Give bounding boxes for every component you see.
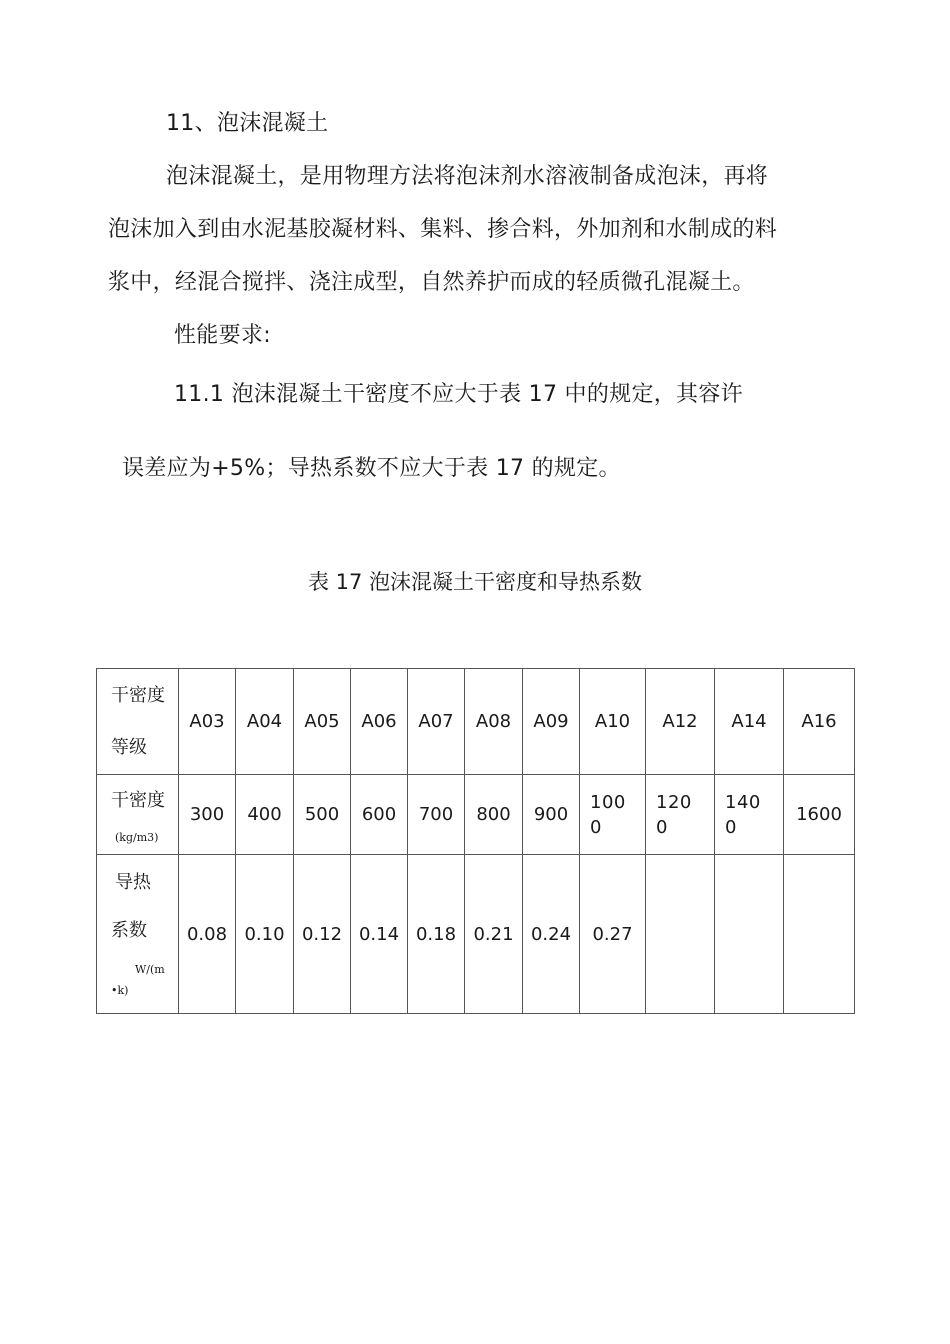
paragraph-line-2: 泡沫加入到由水泥基胶凝材料、集料、掺合料，外加剂和水制成的料 [108, 217, 778, 242]
thermal-cell [646, 855, 715, 1014]
requirement-line-2: 误差应为+5%；导热系数不应大于表 17 的规定。 [122, 456, 621, 481]
density-value-wrapped: 1400 [725, 791, 761, 838]
thermal-cell: 0.27 [580, 855, 646, 1014]
section-heading: 11、泡沫混凝土 [166, 111, 329, 136]
density-cell: 600 [351, 775, 408, 855]
grade-header-line2: 等级 [111, 736, 147, 758]
grade-header-cell [97, 669, 179, 775]
paragraph-line-1: 泡沫混凝土，是用物理方法将泡沫剂水溶液制备成泡沫，再将 [166, 164, 769, 189]
thermal-cell [715, 855, 784, 1014]
density-cell: 900 [523, 775, 580, 855]
grade-cell: A16 [784, 669, 855, 775]
thermal-cell: 0.24 [523, 855, 580, 1014]
thermal-header-unit-line1: W/(m [135, 963, 165, 976]
density-value-wrapped: 1200 [656, 791, 692, 838]
density-thermal-table [96, 668, 855, 1014]
table-caption: 表 17 泡沫混凝土干密度和导热系数 [307, 570, 643, 594]
grade-cell: A14 [715, 669, 784, 775]
grade-cell: A08 [465, 669, 523, 775]
performance-label: 性能要求: [174, 323, 271, 348]
grade-cell: A10 [580, 669, 646, 775]
grade-header-line1: 干密度 [111, 684, 165, 706]
thermal-header-unit-line2: •k) [111, 984, 129, 997]
grade-cell: A07 [408, 669, 465, 775]
density-cell [715, 775, 784, 855]
grade-cell: A05 [294, 669, 351, 775]
grade-cell: A04 [236, 669, 294, 775]
thermal-cell: 0.10 [236, 855, 294, 1014]
grade-cell: A12 [646, 669, 715, 775]
thermal-cell: 0.18 [408, 855, 465, 1014]
density-cell: 300 [179, 775, 236, 855]
density-cell: 1600 [784, 775, 855, 855]
table-row-grade [97, 669, 855, 775]
density-cell: 500 [294, 775, 351, 855]
table-row-density [97, 775, 855, 855]
density-cell [646, 775, 715, 855]
density-value-wrapped: 1000 [590, 791, 626, 838]
paragraph-line-3: 浆中，经混合搅拌、浇注成型，自然养护而成的轻质微孔混凝土。 [108, 270, 755, 295]
density-cell [580, 775, 646, 855]
thermal-cell: 0.12 [294, 855, 351, 1014]
grade-cell: A06 [351, 669, 408, 775]
density-header-label: 干密度 [111, 790, 165, 811]
thermal-header-cell [97, 855, 179, 1014]
thermal-cell: 0.14 [351, 855, 408, 1014]
thermal-header-line2: 系数 [111, 920, 147, 941]
density-header-unit: (kg/m3) [115, 831, 159, 844]
density-header-cell [97, 775, 179, 855]
thermal-cell: 0.08 [179, 855, 236, 1014]
thermal-cell: 0.21 [465, 855, 523, 1014]
requirement-line-1: 11.1 泡沫混凝土干密度不应大于表 17 中的规定，其容许 [174, 382, 743, 407]
grade-cell: A03 [179, 669, 236, 775]
grade-cell: A09 [523, 669, 580, 775]
table-row-thermal [97, 855, 855, 1014]
density-cell: 700 [408, 775, 465, 855]
density-cell: 400 [236, 775, 294, 855]
density-cell: 800 [465, 775, 523, 855]
thermal-cell [784, 855, 855, 1014]
thermal-header-line1: 导热 [115, 872, 151, 893]
